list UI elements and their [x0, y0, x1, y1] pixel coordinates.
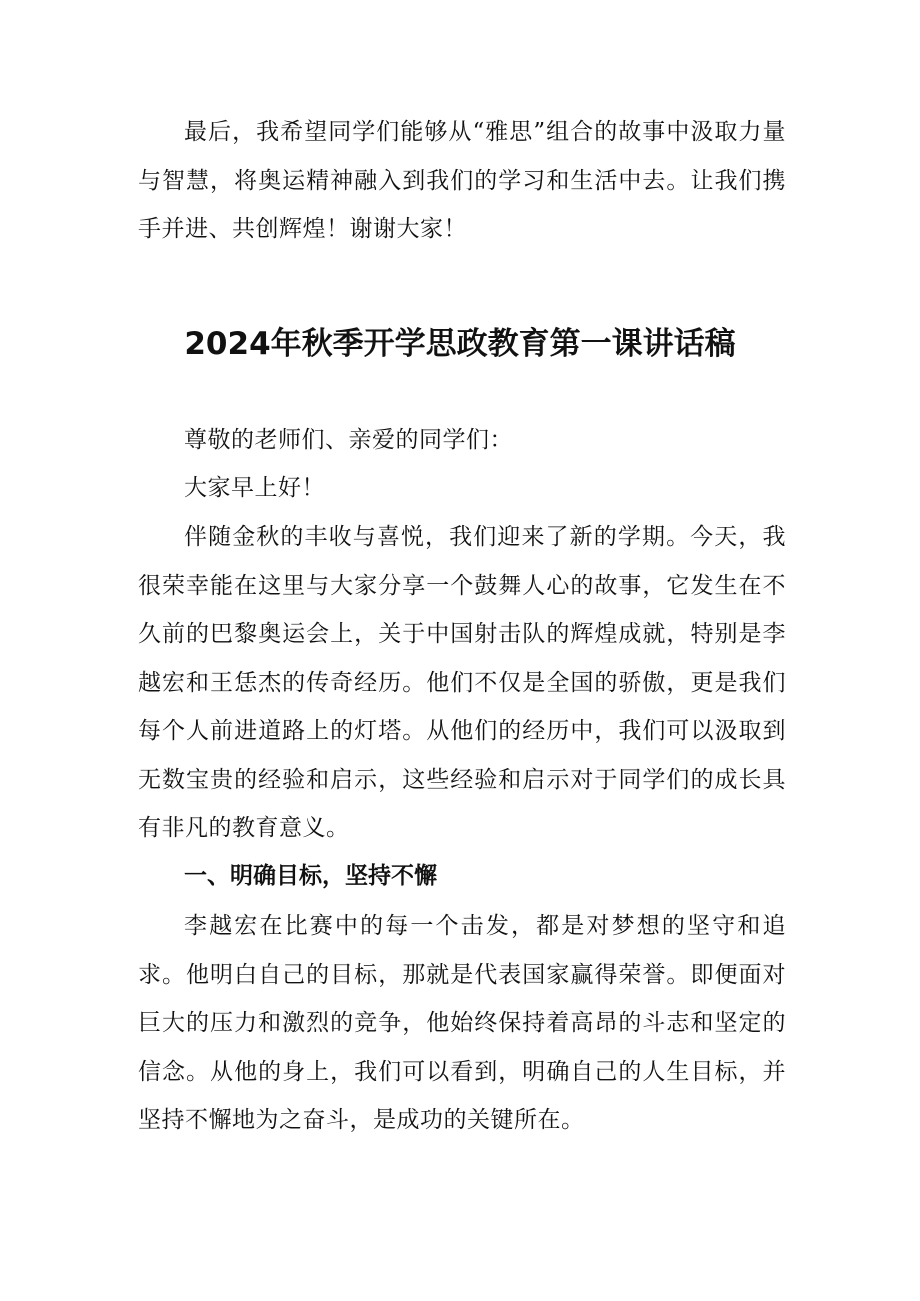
intro-paragraph: 伴随金秋的丰收与喜悦，我们迎来了新的学期。今天，我很荣幸能在这里与大家分享一个鼓舞人心的故事，它发生在不久前的巴黎奥运会上，关于中国射击队的辉煌成就，特别是李越宏和王恁杰的传奇经历。他们不仅是全国的骄傲，更是我们每个人前进道路上的灯塔。从他们的经历中，我们可以汲取到无数宝贵的经验和启示，这些经验和启示对于同学们的成长具有非凡的教育意义。 [138, 524, 786, 841]
section-heading: 一、明确目标，坚持不懈 [184, 863, 437, 889]
greeting: 大家早上好！ [184, 475, 325, 501]
closing-paragraph: 最后，我希望同学们能够从“雅思”组合的故事中汲取力量与智慧，将奥运精神融入到我们的学习和生活中去。让我们携手并进、共创辉煌！谢谢大家！ [138, 119, 786, 242]
section-paragraph: 李越宏在比赛中的每一个击发，都是对梦想的坚守和追求。他明白自己的目标，那就是代表国家赢得荣誉。即便面对巨大的压力和激烈的竞争，他始终保持着高昂的斗志和坚定的信念。从他的身上，我们可以看到，明确自己的人生目标，并坚持不懈地为之奋斗，是成功的关键所在。 [138, 913, 786, 1133]
page-title: 2024年秋季开学思政教育第一课讲话稿 [184, 326, 736, 362]
salutation: 尊敬的老师们、亲爱的同学们： [184, 427, 513, 453]
